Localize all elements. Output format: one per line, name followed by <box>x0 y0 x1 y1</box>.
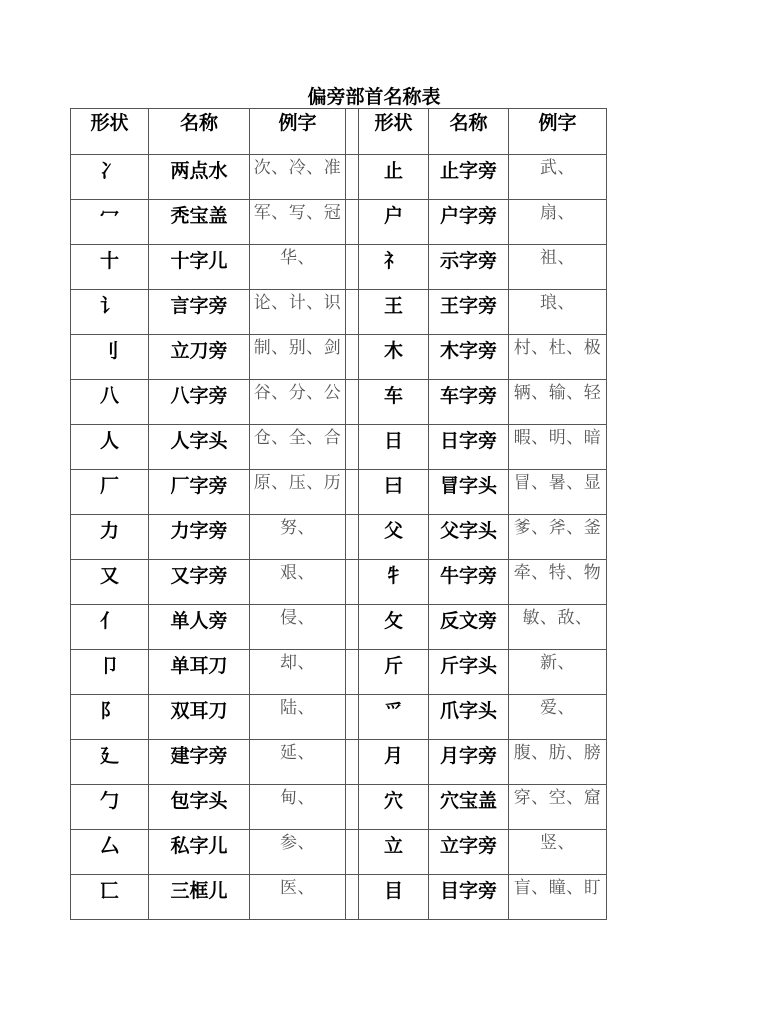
header-example-right: 例字 <box>509 109 607 155</box>
radical-shape: 户 <box>359 200 429 245</box>
radical-shape: 阝 <box>71 695 149 740</box>
radical-name: 爪字头 <box>429 695 509 740</box>
table-row <box>71 515 607 560</box>
table-row <box>71 425 607 470</box>
column-gap <box>346 605 359 650</box>
radical-name: 示字旁 <box>429 245 509 290</box>
radical-shape: 厶 <box>71 830 149 875</box>
example-chars: 辆、输、轻 <box>509 380 607 425</box>
radical-name: 牛字旁 <box>429 560 509 605</box>
example-chars: 祖、 <box>509 245 607 290</box>
example-chars: 参、 <box>250 830 346 875</box>
radical-name: 斤字头 <box>429 650 509 695</box>
radical-name: 两点水 <box>149 155 250 200</box>
example-chars: 制、别、剑 <box>250 335 346 380</box>
radical-name: 单人旁 <box>149 605 250 650</box>
table-row <box>71 155 607 200</box>
page-title: 偏旁部首名称表 <box>307 86 441 108</box>
radical-shape: 月 <box>359 740 429 785</box>
table-row <box>71 470 607 515</box>
radical-shape: 力 <box>71 515 149 560</box>
table-header-row <box>71 109 607 155</box>
table-row <box>71 875 607 920</box>
radical-shape: 厂 <box>71 470 149 515</box>
example-chars: 扇、 <box>509 200 607 245</box>
radical-name: 八字旁 <box>149 380 250 425</box>
radical-name: 私字儿 <box>149 830 250 875</box>
radical-shape: 目 <box>359 875 429 920</box>
column-gap <box>346 740 359 785</box>
radical-shape: 父 <box>359 515 429 560</box>
radical-name: 包字头 <box>149 785 250 830</box>
radical-shape: 立 <box>359 830 429 875</box>
example-chars: 冒、暑、显 <box>509 470 607 515</box>
example-chars: 侵、 <box>250 605 346 650</box>
table-row <box>71 830 607 875</box>
radical-shape: 勹 <box>71 785 149 830</box>
radical-shape: 刂 <box>71 335 149 380</box>
example-chars: 甸、 <box>250 785 346 830</box>
example-chars: 艰、 <box>250 560 346 605</box>
radical-shape: 廴 <box>71 740 149 785</box>
radical-shape: 八 <box>71 380 149 425</box>
example-chars: 仓、全、合 <box>250 425 346 470</box>
radical-name: 王字旁 <box>429 290 509 335</box>
radical-shape: 曰 <box>359 470 429 515</box>
example-chars: 军、写、冠 <box>250 200 346 245</box>
example-chars: 牵、特、物 <box>509 560 607 605</box>
example-chars: 盲、瞳、盯 <box>509 875 607 920</box>
radical-shape: 止 <box>359 155 429 200</box>
radical-name: 反文旁 <box>429 605 509 650</box>
radical-shape: 冖 <box>71 200 149 245</box>
radical-shape: 斤 <box>359 650 429 695</box>
column-gap <box>346 470 359 515</box>
example-chars: 敏、敌、 <box>509 605 607 650</box>
table-row <box>71 605 607 650</box>
column-gap <box>346 245 359 290</box>
radical-table-body <box>71 109 607 920</box>
radical-name: 三框儿 <box>149 875 250 920</box>
radical-name: 月字旁 <box>429 740 509 785</box>
column-gap <box>346 695 359 740</box>
header-name-left: 名称 <box>149 109 250 155</box>
column-gap <box>346 200 359 245</box>
example-chars: 原、压、历 <box>250 470 346 515</box>
column-gap <box>346 650 359 695</box>
table-row <box>71 200 607 245</box>
example-chars: 延、 <box>250 740 346 785</box>
table-row <box>71 785 607 830</box>
column-gap <box>346 109 359 155</box>
table-row <box>71 380 607 425</box>
radical-shape: 穴 <box>359 785 429 830</box>
column-gap <box>346 290 359 335</box>
column-gap <box>346 155 359 200</box>
radical-shape: 日 <box>359 425 429 470</box>
example-chars: 竖、 <box>509 830 607 875</box>
radical-shape: 礻 <box>359 245 429 290</box>
header-shape-right: 形状 <box>359 109 429 155</box>
radical-name: 十字儿 <box>149 245 250 290</box>
example-chars: 新、 <box>509 650 607 695</box>
example-chars: 论、计、识 <box>250 290 346 335</box>
column-gap <box>346 875 359 920</box>
example-chars: 爱、 <box>509 695 607 740</box>
column-gap <box>346 830 359 875</box>
example-chars: 却、 <box>250 650 346 695</box>
radical-name: 立刀旁 <box>149 335 250 380</box>
example-chars: 努、 <box>250 515 346 560</box>
example-chars: 谷、分、公 <box>250 380 346 425</box>
radical-name: 穴宝盖 <box>429 785 509 830</box>
radical-name: 户字旁 <box>429 200 509 245</box>
radical-shape: 十 <box>71 245 149 290</box>
table-row <box>71 245 607 290</box>
header-name-right: 名称 <box>429 109 509 155</box>
radical-shape: 人 <box>71 425 149 470</box>
radical-name: 立字旁 <box>429 830 509 875</box>
column-gap <box>346 785 359 830</box>
radical-name: 又字旁 <box>149 560 250 605</box>
radical-name: 秃宝盖 <box>149 200 250 245</box>
example-chars: 陆、 <box>250 695 346 740</box>
radical-name: 双耳刀 <box>149 695 250 740</box>
column-gap <box>346 380 359 425</box>
table-row <box>71 290 607 335</box>
radical-shape: 攵 <box>359 605 429 650</box>
example-chars: 华、 <box>250 245 346 290</box>
example-chars: 穿、空、窟 <box>509 785 607 830</box>
radical-shape: 卩 <box>71 650 149 695</box>
radical-name: 力字旁 <box>149 515 250 560</box>
example-chars: 琅、 <box>509 290 607 335</box>
example-chars: 次、冷、准 <box>250 155 346 200</box>
radical-name: 日字旁 <box>429 425 509 470</box>
table-row <box>71 650 607 695</box>
example-chars: 医、 <box>250 875 346 920</box>
example-chars: 村、杜、极 <box>509 335 607 380</box>
radical-shape: 车 <box>359 380 429 425</box>
column-gap <box>346 425 359 470</box>
column-gap <box>346 560 359 605</box>
radical-table <box>70 108 607 920</box>
radical-shape: 木 <box>359 335 429 380</box>
radical-shape: 亻 <box>71 605 149 650</box>
table-row <box>71 335 607 380</box>
header-shape-left: 形状 <box>71 109 149 155</box>
radical-name: 止字旁 <box>429 155 509 200</box>
radical-name: 建字旁 <box>149 740 250 785</box>
radical-name: 车字旁 <box>429 380 509 425</box>
table-row <box>71 695 607 740</box>
header-example-left: 例字 <box>250 109 346 155</box>
radical-shape: 讠 <box>71 290 149 335</box>
radical-name: 言字旁 <box>149 290 250 335</box>
example-chars: 暇、明、暗 <box>509 425 607 470</box>
radical-name: 人字头 <box>149 425 250 470</box>
radical-shape: 又 <box>71 560 149 605</box>
radical-name: 单耳刀 <box>149 650 250 695</box>
radical-name: 目字旁 <box>429 875 509 920</box>
radical-shape: 爫 <box>359 695 429 740</box>
radical-shape: 冫 <box>71 155 149 200</box>
radical-shape: 王 <box>359 290 429 335</box>
column-gap <box>346 335 359 380</box>
example-chars: 腹、肪、膀 <box>509 740 607 785</box>
example-chars: 爹、斧、釜 <box>509 515 607 560</box>
radical-shape: 匸 <box>71 875 149 920</box>
radical-name: 冒字头 <box>429 470 509 515</box>
table-row <box>71 560 607 605</box>
radical-shape: 牜 <box>359 560 429 605</box>
radical-name: 厂字旁 <box>149 470 250 515</box>
column-gap <box>346 515 359 560</box>
table-row <box>71 740 607 785</box>
radical-name: 父字头 <box>429 515 509 560</box>
radical-name: 木字旁 <box>429 335 509 380</box>
example-chars: 武、 <box>509 155 607 200</box>
